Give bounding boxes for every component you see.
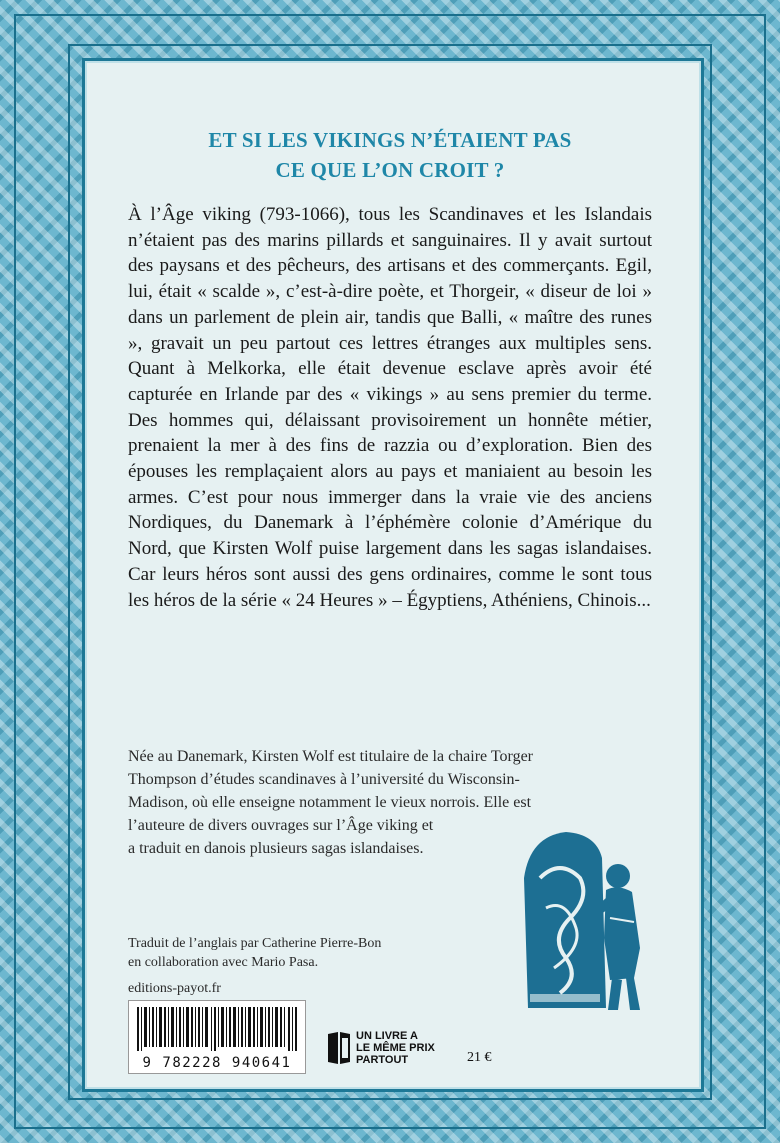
bio-line-1: Née au Danemark, Kirsten Wolf est titulaire de la chaire Torger <box>128 748 533 765</box>
barcode-bars <box>135 1007 299 1051</box>
headline-line-1: ET SI LES VIKINGS N’ÉTAIENT PAS <box>208 128 572 152</box>
rune-stone-illustration <box>510 818 670 1018</box>
bio-line-5: a traduit en danois plusieurs sagas islandaises. <box>128 840 424 857</box>
bio-line-2: Thompson d’études scandinaves à l’université du Wisconsin- <box>128 771 520 788</box>
translation-line-2: en collaboration avec Mario Pasa. <box>128 955 319 970</box>
livre-prix-label <box>356 1030 435 1066</box>
translation-line-1: Traduit de l’anglais par Catherine Pierre-Bon <box>128 936 382 951</box>
livre-prix-line-2: LE MÊME PRIX <box>356 1042 435 1054</box>
translation-credit <box>128 934 381 972</box>
bio-line-4: l’auteure de divers ouvrages sur l’Âge viking et <box>128 817 434 834</box>
book-price: 21 € <box>467 1050 492 1065</box>
barcode-digits: 9 782228 940641 <box>142 1055 292 1071</box>
headline-line-2: CE QUE L’ON CROIT ? <box>275 158 505 182</box>
bio-line-3: Madison, où elle enseigne notamment le vieux norrois. Elle est <box>128 794 532 811</box>
isbn-barcode <box>128 1000 306 1074</box>
blurb-paragraph: À l’Âge viking (793-1066), tous les Scandinaves et les Islandais n’étaient pas des marins pillards et sanguinaires. Il y avait surtout des paysans et des pêcheurs, des artisans et des commerçants. Egil, lui, était « scalde », c’est-à-dire poète, et Thorgeir, « diseur de loi » dans un parlement de plein air, tandis que Balli, « maître des runes », gravait un peu partout ces lettres étranges aux multiples sens. Quant à Melkorka, elle était devenue esclave après avoir été capturée en Irlande par des « vikings » au sens premier du terme. Des hommes qui, délaissant provisoirement un honnête métier, prenaient la mer à des fins de razzia ou d’exploration. Bien des épouses les remplaçaient alors au pays et maniaient au besoin les armes. C’est pour nous immerger dans la vraie vie des anciens Nordiques, du Danemark à l’éphémère colonie d’Amérique du Nord, que Kirsten Wolf puise largement dans les sagas islandaises. Car leurs héros sont aussi des gens ordinaires, comme le sont tous les héros de la série « 24 Heures » – Égyptiens, Athéniens, Chinois... <box>128 204 652 611</box>
publisher-website: editions-payot.fr <box>128 981 221 996</box>
livre-prix-line-3: PARTOUT <box>356 1054 409 1066</box>
headline <box>82 125 698 185</box>
livre-prix-line-1: UN LIVRE A <box>356 1030 418 1042</box>
livre-prix-logo-icon <box>326 1030 352 1066</box>
